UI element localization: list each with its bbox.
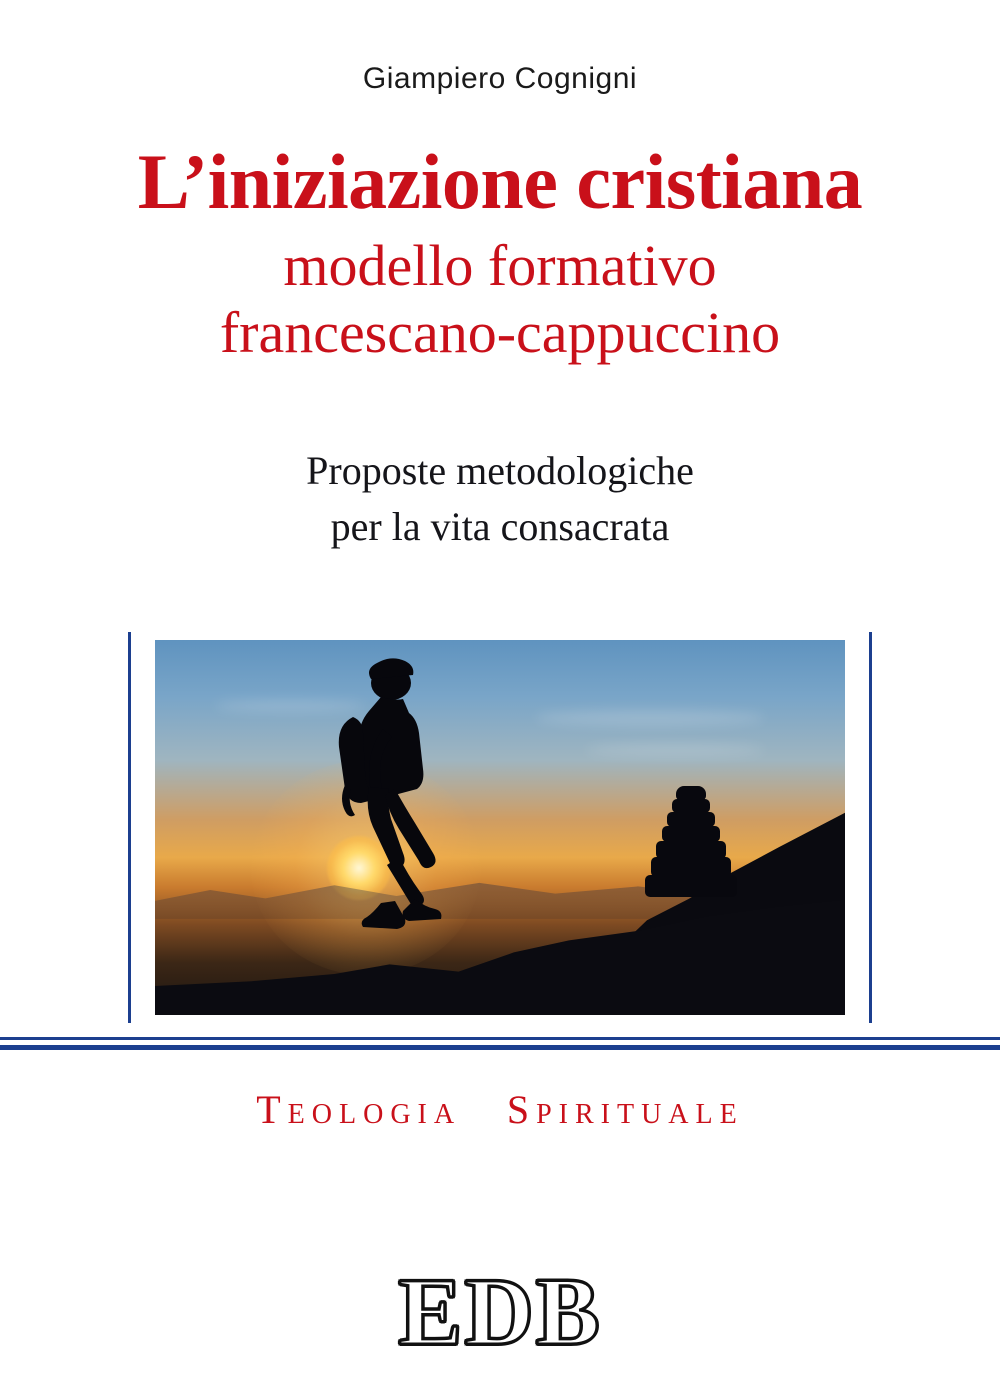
- cover-image-frame: [155, 640, 845, 1015]
- image-rule-right: [869, 632, 872, 1023]
- subtitle-block: [306, 443, 694, 553]
- cover-photo: [155, 640, 845, 1015]
- hiker-silhouette: [295, 657, 475, 977]
- stone-cairn: [645, 779, 737, 897]
- subtitle-line-1: Proposte metodologiche: [306, 448, 694, 494]
- publisher-logo-wrap: [0, 1258, 1000, 1365]
- title-subline-1: modello formativo: [283, 232, 717, 298]
- image-rule-left: [128, 632, 131, 1023]
- publisher-logo: EDB: [398, 1258, 602, 1365]
- series-word-2: Spirituale: [506, 1086, 744, 1132]
- cloud-streak: [585, 744, 765, 756]
- cloud-streak: [535, 710, 765, 726]
- subtitle-line-2: per la vita consacrata: [330, 503, 670, 549]
- title-subline-2: francescano-cappuccino: [219, 299, 781, 365]
- title-main: L’iniziazione cristiana: [137, 138, 863, 225]
- series-word-1: Teologia: [256, 1086, 462, 1132]
- series-name: [256, 1086, 744, 1133]
- author-name: Giampiero Cognigni: [362, 62, 638, 95]
- divider-rule-thick: [0, 1045, 1000, 1050]
- divider-rules: [0, 1037, 1000, 1050]
- title-block: [0, 138, 1000, 365]
